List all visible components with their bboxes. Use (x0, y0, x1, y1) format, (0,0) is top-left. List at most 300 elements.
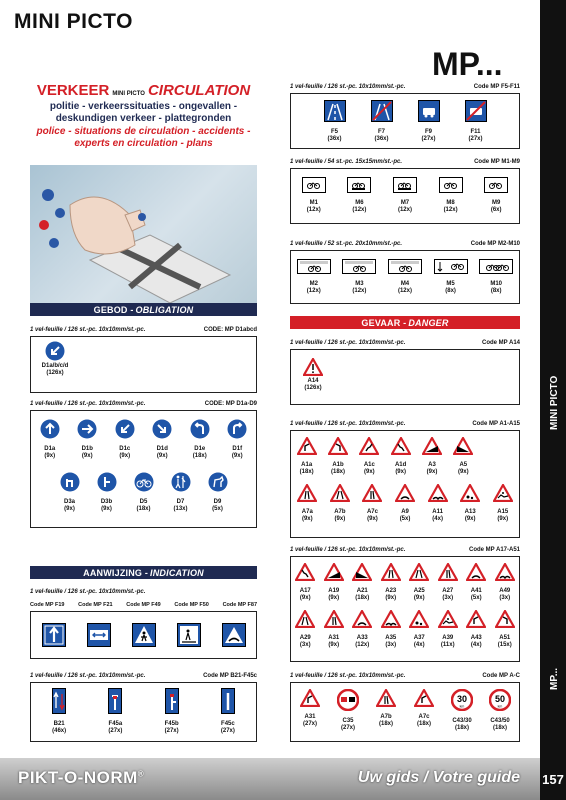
a7-label: A9 (401, 509, 409, 515)
m1-panel (290, 168, 520, 224)
intro-fr: police - situations de circulation - accidents - experts en circulation - plans (36, 126, 251, 149)
ac-qty: (18x) (492, 725, 507, 731)
m2-sign (339, 259, 379, 295)
b21-sign (152, 688, 192, 735)
b21-code: Code MP B21-F45c (203, 673, 257, 679)
ac-label: C43/30 (452, 718, 472, 724)
indication-code: Code MP F49 (126, 602, 161, 608)
a7-label: A15 (497, 509, 509, 515)
m1-qty: (12x) (306, 207, 321, 213)
warning-triangle-icon (352, 563, 372, 586)
a17-sign (291, 563, 320, 602)
warning-triangle-icon (409, 563, 429, 586)
b21-label: F45b (164, 721, 179, 727)
a17-qty: (9x) (413, 595, 425, 601)
f5-qty: (36x) (327, 136, 342, 142)
ac-label: A31 (304, 714, 316, 720)
a7-qty: (9x) (464, 516, 476, 522)
bicycle-plate-icon (393, 177, 417, 198)
a29-label: A51 (499, 635, 511, 641)
a17-label: A21 (356, 588, 368, 594)
intro-title-mid: MINI PICTO (112, 91, 145, 97)
warning-triangle-icon (330, 484, 350, 507)
a7-sign (421, 484, 454, 523)
regulatory-sign-icon (414, 689, 434, 712)
mandatory-arrow-icon (115, 419, 135, 444)
warning-triangle-icon (395, 484, 415, 507)
d3-sign (88, 472, 125, 513)
f5-sheet-info: 1 vel-feuille / 126 st.-pc. 10x10mm/st.-pc. (290, 84, 406, 90)
d1-label: D1b (81, 446, 93, 452)
brand-logo: PIKT-O-NORM (18, 768, 138, 787)
a17-sign (377, 563, 406, 602)
band-obligation (30, 303, 257, 316)
warning-triangle-icon (428, 484, 448, 507)
ac-sheet-info: 1 vel-feuille / 126 st.-pc. 10x10mm/st.-pc. (290, 673, 406, 679)
band-indication (30, 566, 257, 579)
a29-qty: (4x) (413, 642, 425, 648)
ac-qty: (27x) (302, 721, 317, 727)
d1a-sheet-info: 1 vel-feuille / 126 st.-pc. 10x10mm/st.-pc. (30, 401, 146, 407)
indication-panel (30, 611, 257, 659)
b21-qty: (27x) (108, 728, 123, 734)
mandatory-sign-icon (97, 472, 117, 497)
d3-qty: (9x) (101, 506, 112, 512)
a29-label: A35 (385, 635, 397, 641)
regulatory-sign-icon (337, 689, 359, 716)
a7-sign (356, 484, 389, 523)
d1-qty: (9x) (119, 453, 131, 459)
regulatory-sign-icon (300, 689, 320, 712)
d1-qty: (9x) (156, 453, 168, 459)
m2-qty: (12x) (306, 288, 321, 294)
a29-qty: (9x) (328, 642, 340, 648)
band-danger-fr: DANGER (408, 317, 449, 328)
warning-triangle-icon (391, 437, 411, 460)
ac-label: C35 (342, 718, 354, 724)
a17-qty: (3x) (442, 595, 454, 601)
ac-qty: (18x) (416, 721, 431, 727)
d3-sign (51, 472, 88, 513)
a17-panel (290, 556, 520, 662)
warning-triangle-icon (295, 563, 315, 586)
indication-header (30, 589, 257, 595)
a29-label: A43 (470, 635, 482, 641)
ac-sign (291, 689, 329, 728)
a17-label: A41 (470, 588, 482, 594)
a17-label: A23 (385, 588, 397, 594)
a29-qty: (4x) (470, 642, 482, 648)
a29-qty: (11x) (440, 642, 455, 648)
d3-qty: (9x) (64, 506, 75, 512)
a17-sign (348, 563, 377, 602)
a29-qty: (3x) (299, 642, 311, 648)
f5-qty: (36x) (374, 136, 389, 142)
d3-label: D7 (176, 499, 185, 505)
d1-sign (219, 419, 257, 460)
f5-panel (290, 93, 520, 149)
ac-sign (405, 689, 443, 728)
a7-qty: (9x) (334, 516, 346, 522)
band-danger (290, 316, 520, 329)
ac-label: A7b (380, 714, 392, 720)
f5-label: F7 (377, 129, 385, 135)
side-strip (540, 0, 566, 800)
m1-sign (339, 177, 379, 214)
d1abcd-code: CODE: MP D1abcd (203, 327, 257, 333)
m1-label: M7 (400, 200, 410, 206)
direction-sign-icon (165, 688, 179, 719)
a1-sign (385, 437, 416, 476)
ac-panel (290, 682, 520, 742)
m2-code: Code MP M2-M10 (470, 241, 520, 247)
f5-sign (456, 100, 496, 143)
intro-block (30, 82, 257, 150)
warning-triangle-icon (381, 610, 401, 633)
band-obligation-nl: GEBOD - (93, 304, 134, 315)
m2-sign (431, 259, 471, 295)
warning-triangle-icon (409, 610, 429, 633)
f5-code: Code MP F5-F11 (473, 84, 520, 90)
a29-sign (377, 610, 406, 649)
d1-qty: (9x) (81, 453, 93, 459)
a7-qty: (5x) (399, 516, 411, 522)
a1-qty: (9x) (426, 469, 438, 475)
a29-label: A39 (442, 635, 454, 641)
a29-sign (405, 610, 434, 649)
warning-triangle-icon (324, 610, 344, 633)
band-indication-fr: INDICATION (150, 567, 204, 578)
d1abcd-panel (30, 336, 257, 393)
ac-sign (367, 689, 405, 728)
side-label-top: MINI PICTO (549, 375, 560, 430)
a14-label: A14 (307, 378, 319, 384)
hand-photo (30, 165, 257, 303)
bicycle-plate-icon (439, 177, 463, 198)
a29-label: A31 (328, 635, 340, 641)
brand-reg: ® (137, 769, 145, 779)
f5-header (290, 84, 520, 90)
d3-label: D5 (139, 499, 148, 505)
a17-header (290, 547, 520, 553)
a1-panel (290, 430, 520, 538)
m1-sign (476, 177, 516, 214)
warning-triangle-icon (328, 437, 348, 460)
a29-qty: (15x) (497, 642, 512, 648)
direction-sign-icon (52, 688, 66, 719)
indication-code: Code MP F21 (78, 602, 113, 608)
d1-label: D1c (119, 446, 131, 452)
b21-sign (95, 688, 135, 735)
bicycle-plate-icon (434, 259, 468, 279)
regulatory-sign-icon (489, 689, 511, 716)
a14-code: Code MP A14 (481, 340, 520, 346)
m2-sign (476, 259, 516, 295)
mandatory-sign-icon (171, 472, 191, 497)
a29-sign (462, 610, 491, 649)
svg-text:km: km (497, 704, 503, 709)
band-danger-nl: GEVAAR - (361, 317, 407, 328)
warning-triangle-icon (381, 563, 401, 586)
a29-sign (348, 610, 377, 649)
d1-sign (144, 419, 182, 460)
d1abcd-label: D1a/b/c/d (41, 363, 69, 369)
a1-sign (354, 437, 385, 476)
page-number: 157 (540, 758, 566, 800)
speed-bump-icon (222, 623, 246, 647)
mandatory-sign-icon (60, 472, 80, 497)
d1-label: D1e (194, 446, 206, 452)
a29-sign (434, 610, 463, 649)
f5-label: F11 (470, 129, 481, 135)
a1-qty: (9x) (395, 469, 406, 475)
arrow-down-left-icon (45, 341, 65, 361)
warning-triangle-icon (493, 484, 513, 507)
warning-triangle-icon (303, 358, 323, 376)
mandatory-sign-icon (208, 472, 228, 497)
a7-label: A13 (464, 509, 476, 515)
warning-triangle-icon (297, 484, 317, 507)
d3-label: D3b (100, 499, 113, 505)
a17-qty: (18x) (355, 595, 370, 601)
m1-header (290, 159, 520, 165)
direction-sign-icon (221, 688, 235, 719)
a1-sheet-info: 1 vel-feuille / 126 st.-pc. 10x10mm/st.-pc. (290, 421, 406, 427)
d3-sign (199, 472, 236, 513)
a7-sign (454, 484, 487, 523)
d1a-header (30, 401, 257, 407)
indication-sheet-info: 1 vel-feuille / 126 st.-pc. 10x10mm/st.-pc. (30, 589, 146, 595)
mandatory-arrow-icon (227, 419, 247, 444)
d3-qty: (5x) (212, 506, 223, 512)
b21-qty: (27x) (164, 728, 179, 734)
a1-code: Code MP A1-A15 (472, 421, 520, 427)
b21-label: F45a (108, 721, 123, 727)
m2-sheet-info: 1 vel-feuille / 52 st.-pc. 20x10mm/st.-pc. (290, 241, 403, 247)
d1abcd-sheet-info: 1 vel-feuille / 126 st.-pc. 10x10mm/st.-pc. (30, 327, 146, 333)
a1-qty: (9x) (457, 469, 469, 475)
m1-qty: (12x) (352, 207, 367, 213)
a17-qty: (3x) (499, 595, 511, 601)
a1-qty: (18x) (299, 469, 314, 475)
d1-label: D1a (44, 446, 56, 452)
a17-sign (405, 563, 434, 602)
a7-sign (324, 484, 357, 523)
m1-qty: (12x) (397, 207, 412, 213)
warning-triangle-icon (324, 563, 344, 586)
d3-sign (125, 472, 162, 513)
direction-sign-icon (108, 688, 122, 719)
intro-title-nl: VERKEER (36, 82, 110, 99)
warning-triangle-icon (352, 610, 372, 633)
a7-qty: (9x) (367, 516, 378, 522)
a17-label: A25 (413, 588, 425, 594)
m1-code: Code MP M1-M9 (474, 159, 520, 165)
crosswalk-school-icon (177, 623, 201, 647)
a17-label: A19 (328, 588, 340, 594)
motorway-sign-icon (371, 100, 393, 127)
a1-label: A1c (363, 462, 375, 468)
d3-sign (162, 472, 199, 513)
d3-label: D3a (63, 499, 75, 505)
b21-sheet-info: 1 vel-feuille / 126 st.-pc. 10x10mm/st.-pc. (30, 673, 146, 679)
d3-label: D9 (213, 499, 222, 505)
a17-code: Code MP A17-A51 (468, 547, 520, 553)
m2-label: M4 (400, 281, 410, 287)
d1abcd-header (30, 327, 257, 333)
ac-code: Code MP A-C (482, 673, 520, 679)
a29-sign (491, 610, 520, 649)
warning-triangle-icon (438, 610, 458, 633)
warning-triangle-icon (295, 610, 315, 633)
a7-qty: (4x) (432, 516, 443, 522)
regulatory-sign-icon (376, 689, 396, 712)
a14-sheet-info: 1 vel-feuille / 126 st.-pc. 10x10mm/st.-pc. (290, 340, 406, 346)
a1-sign (416, 437, 447, 476)
warning-triangle-icon (362, 484, 382, 507)
ac-qty: (18x) (454, 725, 469, 731)
d1-qty: (9x) (44, 453, 56, 459)
a7-label: A7b (334, 509, 346, 515)
f5-sign (409, 100, 449, 143)
a7-label: A7a (301, 509, 313, 515)
a7-label: A11 (432, 509, 443, 515)
m1-sign (385, 177, 425, 214)
crosswalk-icon (132, 623, 156, 647)
warning-triangle-icon (466, 563, 486, 586)
mandatory-arrow-icon (152, 419, 172, 444)
a1-sign (448, 437, 479, 476)
regulatory-sign-icon (451, 689, 473, 716)
d1-sign (106, 419, 144, 460)
ac-qty: (27x) (340, 725, 355, 731)
d1-sign (69, 419, 107, 460)
a1-header (290, 421, 520, 427)
a1-qty: (9x) (363, 469, 375, 475)
ac-qty: (18x) (378, 721, 393, 727)
m2-label: M2 (309, 281, 318, 287)
a1-label: A5 (459, 462, 468, 468)
a14-qty: (126x) (304, 385, 322, 391)
a17-qty: (5x) (470, 595, 482, 601)
mandatory-arrow-icon (190, 419, 210, 444)
svg-text:50: 50 (494, 694, 506, 704)
m1-sign (431, 177, 471, 214)
intro-nl: politie - verkeerssituaties - ongevallen - deskundigen verkeer - plattegronden (49, 101, 238, 124)
warning-triangle-icon (359, 437, 379, 460)
m1-qty: (6x) (490, 207, 502, 213)
a1-sign (322, 437, 353, 476)
m2-panel (290, 250, 520, 304)
m2-sign (294, 259, 334, 295)
d1-qty: (9x) (231, 453, 243, 459)
a1-qty: (18x) (330, 469, 345, 475)
band-indication-nl: AANWIJZING - (83, 567, 149, 578)
a1-label: A3 (428, 462, 436, 468)
a29-qty: (3x) (385, 642, 397, 648)
m2-qty: (12x) (397, 288, 412, 294)
a1-label: A1a (301, 462, 313, 468)
d1-sign (31, 419, 69, 460)
a29-label: A29 (299, 635, 311, 641)
f5-sign (362, 100, 402, 143)
bicycle-plate-icon (479, 259, 513, 279)
ac-label: C43/50 (490, 718, 510, 724)
a17-sign (434, 563, 463, 602)
b21-label: F45c (221, 721, 235, 727)
f5-qty: (27x) (468, 136, 483, 142)
ac-sign (329, 689, 367, 732)
m1-label: M1 (309, 200, 318, 206)
indication-code: Code MP F19 (30, 602, 65, 608)
m1-qty: (12x) (443, 207, 458, 213)
b21-label: B21 (53, 721, 65, 727)
ac-sign (481, 689, 519, 732)
f5-label: F5 (330, 129, 338, 135)
ac-label: A7c (418, 714, 430, 720)
ac-header (290, 673, 520, 679)
a7-sign (291, 484, 324, 523)
m1-label: M9 (492, 200, 501, 206)
side-label-bottom: MP... (549, 667, 560, 690)
m2-qty: (8x) (490, 288, 502, 294)
d1-label: D1f (232, 446, 243, 452)
a17-label: A49 (499, 588, 511, 594)
bicycle-plate-icon (297, 259, 331, 279)
bicycle-plate-icon (388, 259, 422, 279)
svg-text:30: 30 (456, 694, 468, 704)
m2-label: M5 (446, 281, 455, 287)
a17-qty: (9x) (328, 595, 340, 601)
motorway-sign-icon (324, 100, 346, 127)
f5-sign (315, 100, 355, 143)
warning-triangle-icon (453, 437, 473, 460)
b21-panel (30, 682, 257, 742)
d1a-code: CODE: MP D1a-D9 (204, 401, 257, 407)
b21-qty: (46x) (52, 728, 67, 734)
mandatory-arrow-icon (77, 419, 97, 444)
warning-triangle-icon (297, 437, 317, 460)
a17-sign (320, 563, 349, 602)
b21-header (30, 673, 257, 679)
bicycle-plate-icon (347, 177, 371, 198)
bicycle-plate-icon (484, 177, 508, 198)
d1abcd-qty: (126x) (46, 370, 64, 376)
d3-qty: (18x) (136, 506, 151, 512)
a1-label: A1b (332, 462, 344, 468)
svg-text:km: km (459, 704, 465, 709)
mandatory-arrow-icon (40, 419, 60, 444)
m2-header (290, 241, 520, 247)
a29-qty: (12x) (355, 642, 370, 648)
a17-qty: (9x) (385, 595, 397, 601)
m2-label: M10 (490, 281, 502, 287)
b21-sign (39, 688, 79, 735)
a7-sign (486, 484, 519, 523)
m2-sign (385, 259, 425, 295)
a29-label: A33 (356, 635, 368, 641)
warning-triangle-icon (460, 484, 480, 507)
a17-sign (462, 563, 491, 602)
guide-label: Uw gids / Votre guide (357, 769, 520, 786)
page-title: MINI PICTO (14, 10, 133, 33)
d3-qty: (13x) (173, 506, 188, 512)
m1-sign (294, 177, 334, 214)
a7-qty: (9x) (301, 516, 313, 522)
a17-label: A27 (442, 588, 454, 594)
two-way-arrow-icon (87, 623, 111, 647)
a1-label: A1d (394, 462, 407, 468)
